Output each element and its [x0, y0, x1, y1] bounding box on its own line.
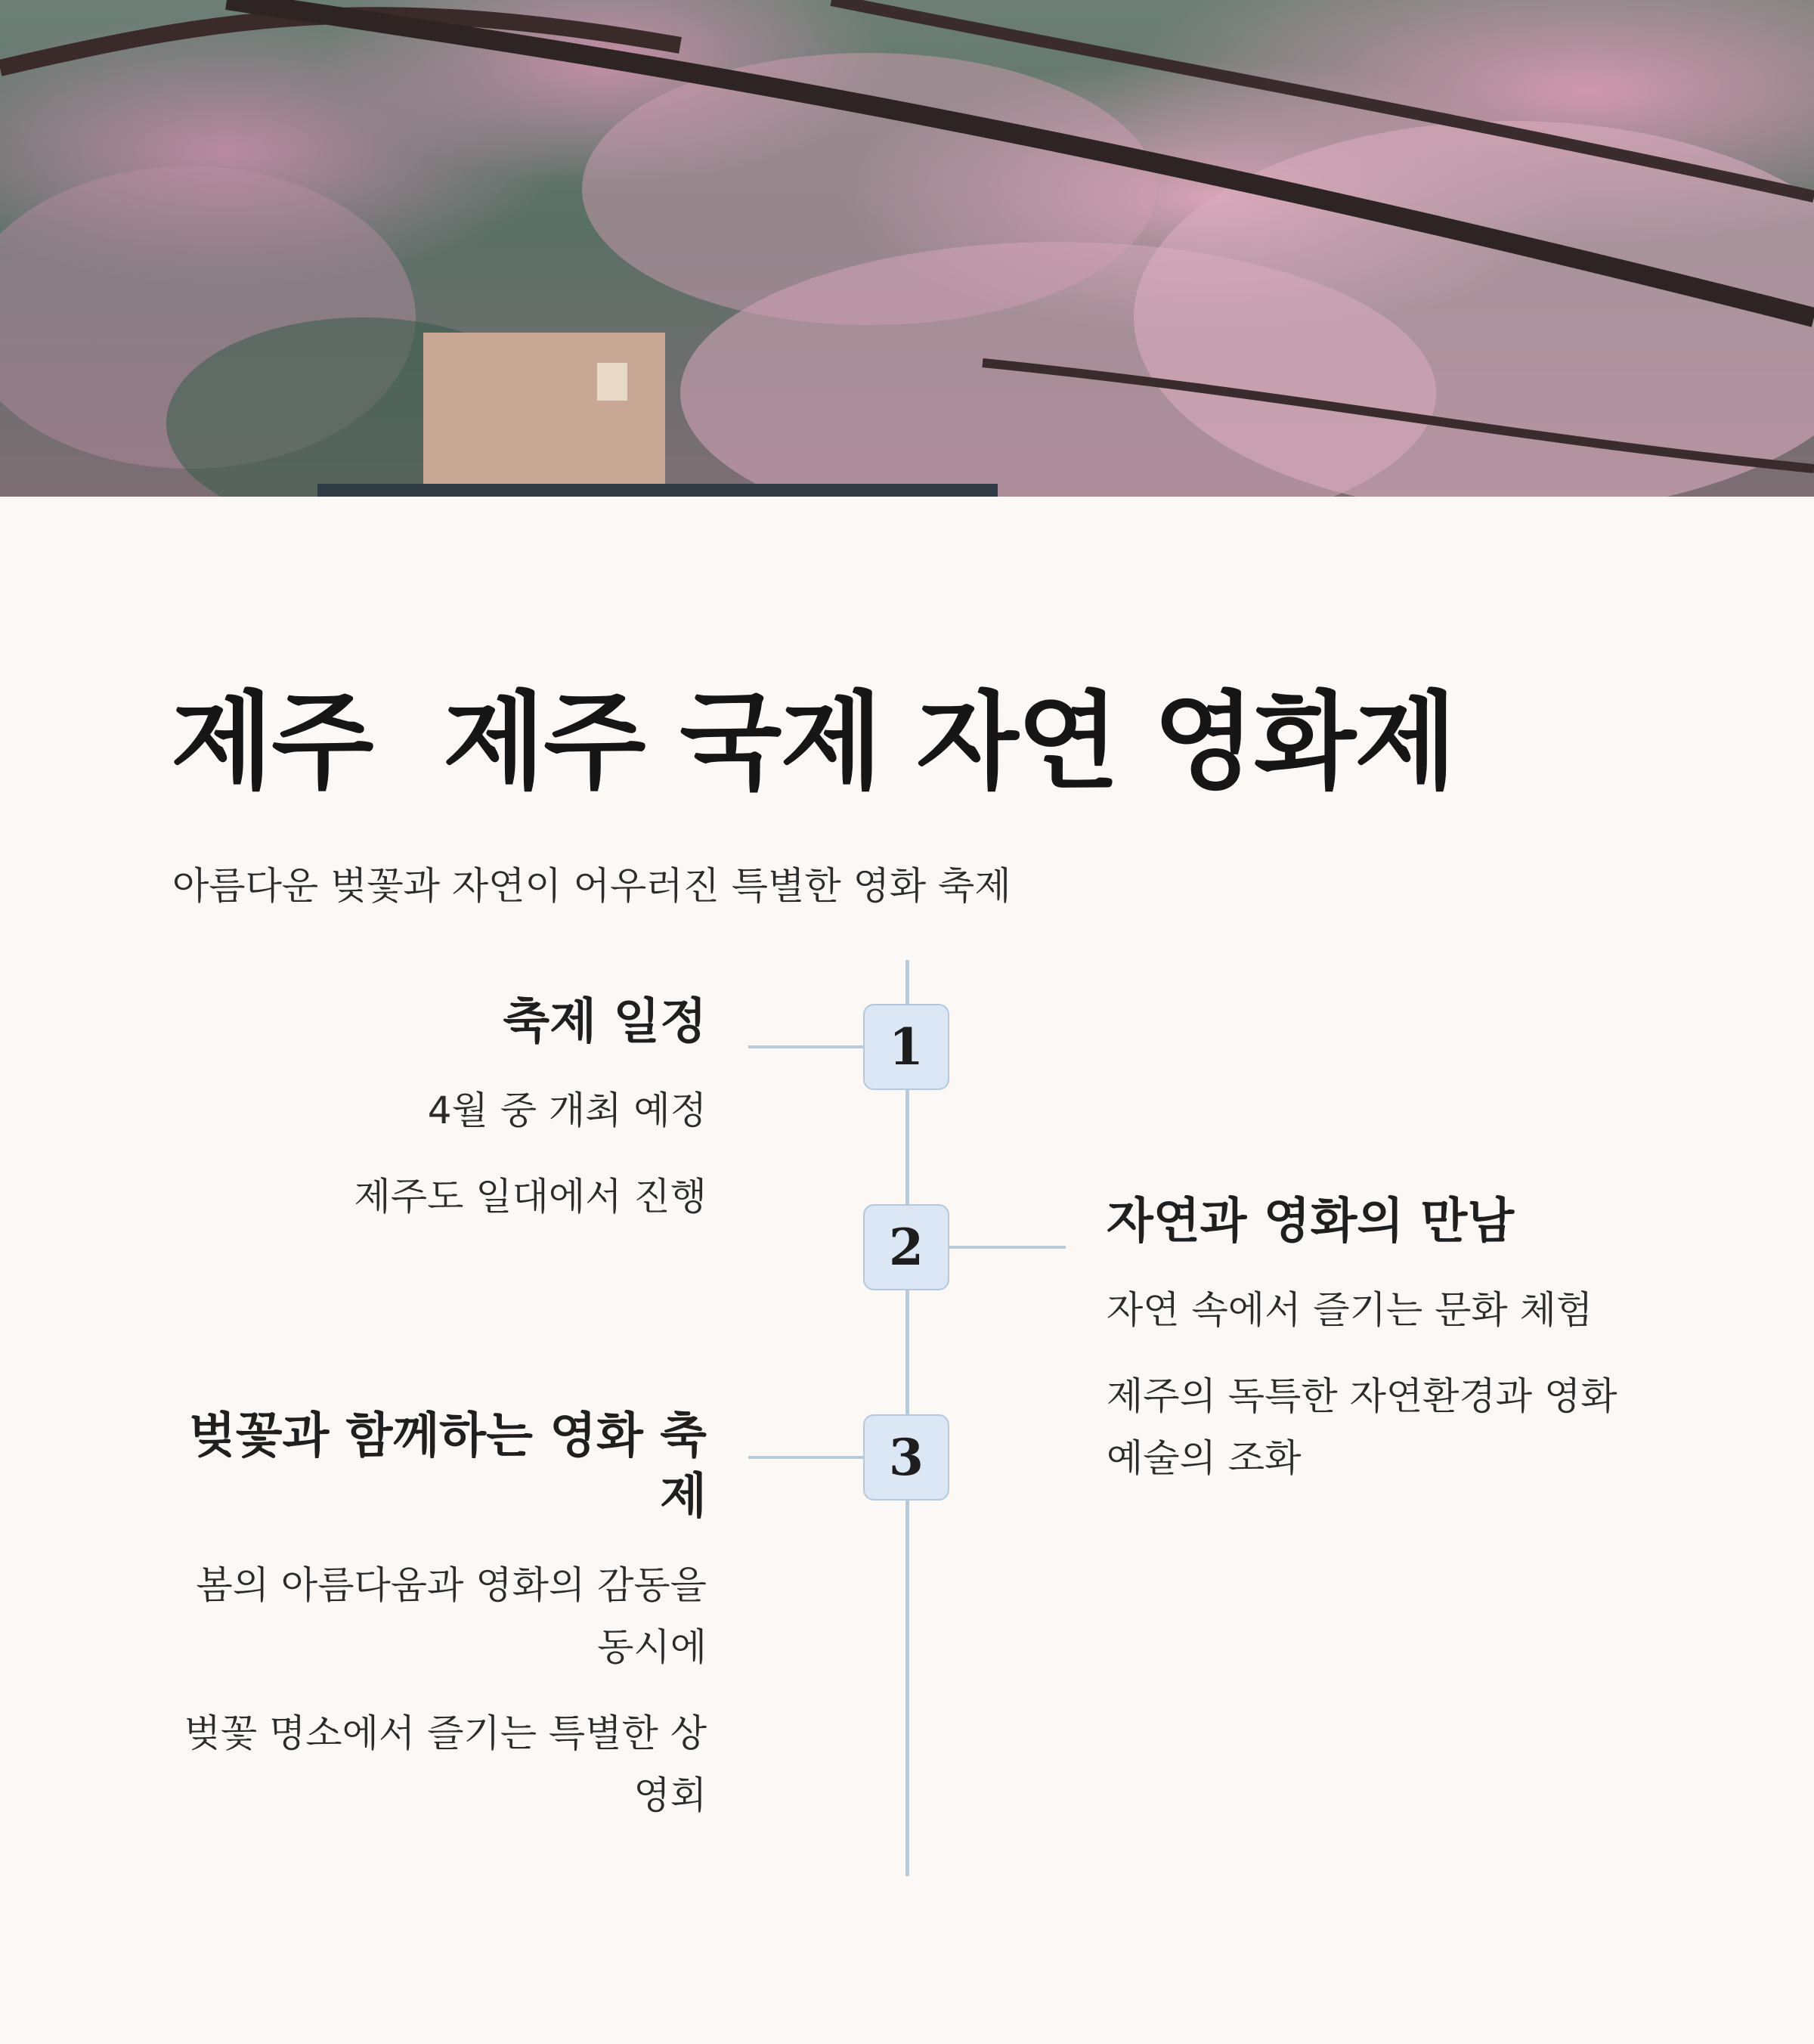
connector-3: [748, 1456, 863, 1459]
timeline-item-text: 제주의 독특한 자연환경과 영화 예술의 조화: [1107, 1374, 1617, 1480]
connector-1: [748, 1045, 863, 1048]
timeline-badge-1: 1: [863, 1004, 949, 1090]
timeline-item-text: 제주도 일대에서 진행: [354, 1175, 707, 1219]
timeline-item-text: 4월 중 개최 예정: [427, 1089, 707, 1132]
timeline-badge-2: 2: [863, 1204, 949, 1290]
page-subtitle: 아름다운 벚꽃과 자연이 어우러진 특별한 영화 축제: [172, 864, 1011, 908]
timeline-item-1: [151, 992, 707, 1228]
timeline-badge-3: 3: [863, 1414, 949, 1500]
timeline-item-2: [1107, 1191, 1651, 1489]
timeline-item-text: 봄의 아름다움과 영화의 감동을 동시에: [196, 1563, 707, 1669]
timeline-item-3: [174, 1406, 707, 1826]
timeline-item-title: 벚꽃과 함께하는 영화 축제: [188, 1408, 707, 1525]
timeline-item-title: 축제 일정: [503, 994, 707, 1050]
page-title: 제주 제주 국제 자연 영화제: [171, 681, 1456, 804]
timeline-item-text: 벚꽃 명소에서 즐기는 특별한 상영회: [184, 1711, 707, 1817]
timeline-item-text: 자연 속에서 즐기는 문화 체험: [1107, 1288, 1593, 1332]
connector-2: [949, 1246, 1066, 1249]
cherry-blossom-illustration: [0, 0, 1814, 497]
timeline-item-title: 자연과 영화의 만남: [1107, 1194, 1515, 1250]
hero-image: [0, 0, 1814, 497]
building: [423, 333, 665, 497]
